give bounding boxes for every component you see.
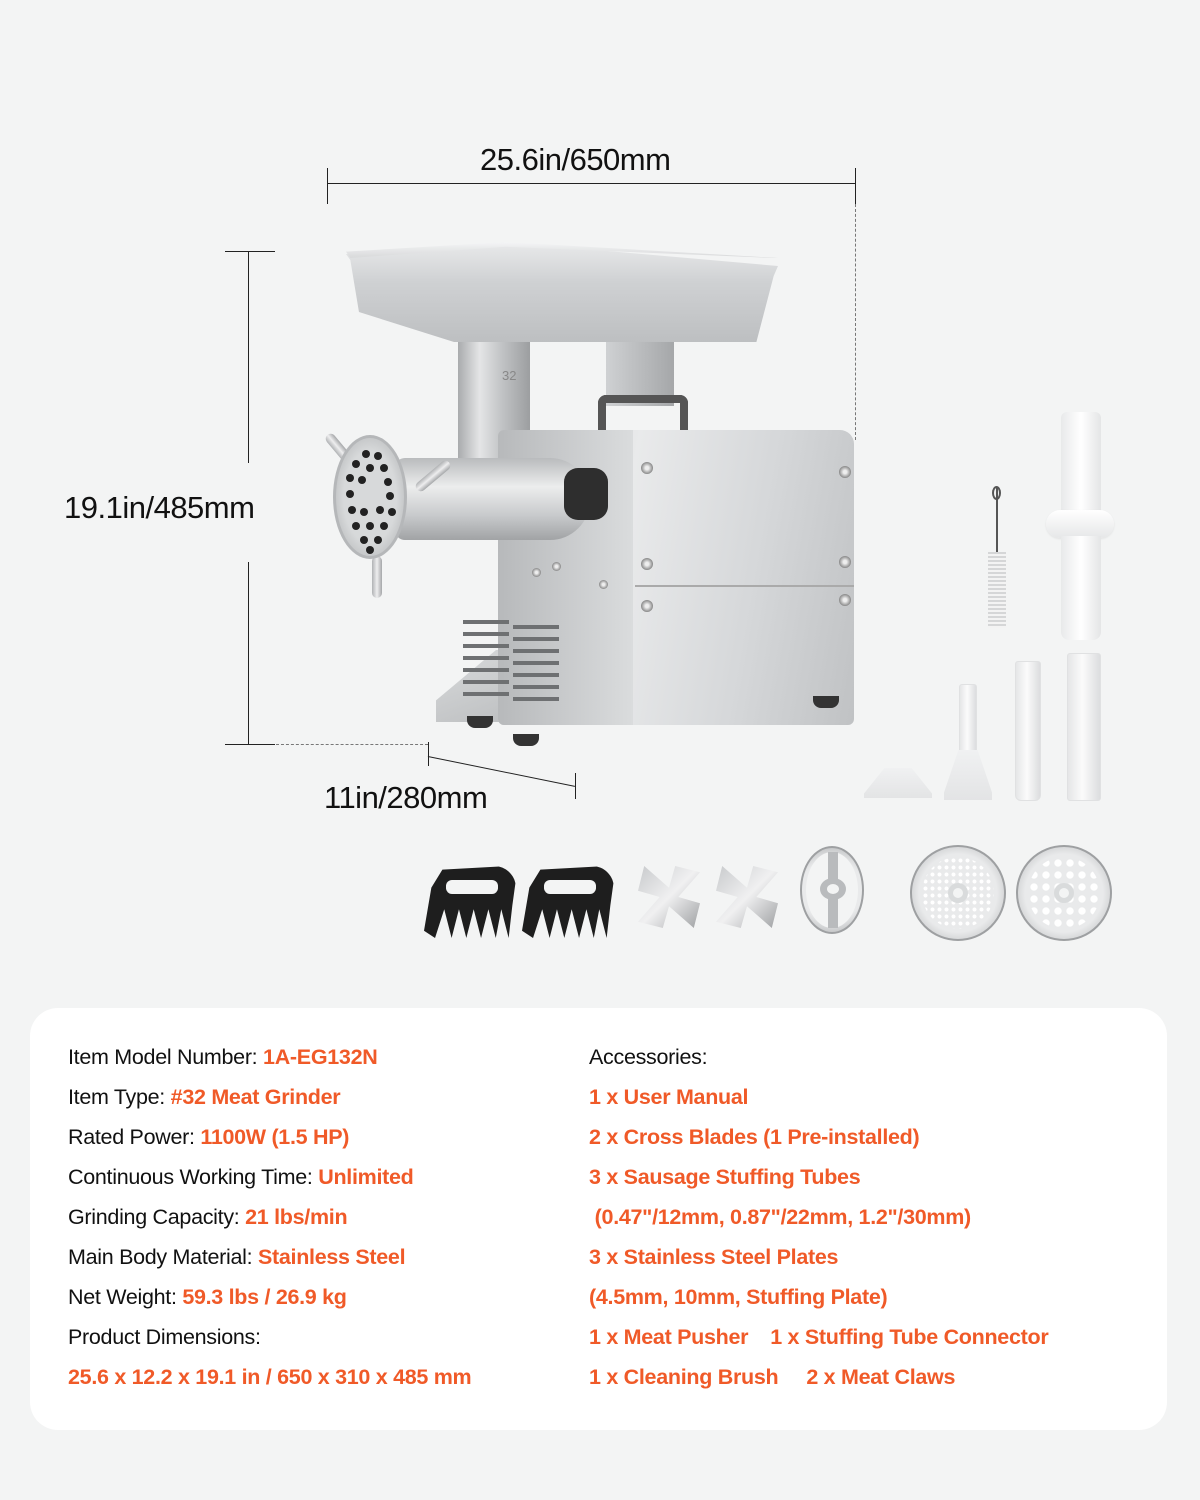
depth-tick-right [575, 773, 576, 799]
meat-claw-icon [522, 866, 614, 938]
spec-dimensions-value: 25.6 x 12.2 x 19.1 in / 650 x 310 x 485 mm [68, 1365, 472, 1389]
cross-blade-icon [638, 866, 700, 928]
depth-tick-left [428, 742, 429, 766]
screw [552, 562, 561, 571]
spec-model-number: Item Model Number: 1A-EG132N [68, 1045, 378, 1069]
spec-working-time: Continuous Working Time: Unlimited [68, 1165, 414, 1189]
height-line-bottom [248, 562, 249, 744]
accessory-item-detail: (0.47"/12mm, 0.87"/22mm, 1.2"/30mm) [589, 1205, 971, 1229]
meat-claw-grip [544, 880, 596, 894]
cross-blade-icon [716, 866, 778, 928]
screw [839, 594, 851, 606]
screw [532, 568, 541, 577]
carry-handle [598, 395, 688, 435]
accessory-pair-row: 1 x Cleaning Brush 2 x Meat Claws [589, 1365, 956, 1389]
height-tick-top [225, 251, 275, 252]
meat-tray [346, 242, 778, 342]
meat-claw-icon [424, 866, 516, 938]
locking-knob [564, 468, 608, 520]
spec-material: Main Body Material: Stainless Steel [68, 1245, 406, 1269]
meat-pusher-ring [1046, 510, 1114, 538]
stuffing-tube-small-base [944, 750, 992, 800]
accessory-item: 1 x User Manual [589, 1085, 749, 1109]
model-marking: 32 [502, 368, 517, 383]
accessories-list [589, 1037, 1048, 1397]
spec-list [68, 1037, 471, 1397]
meat-pusher-lower [1061, 536, 1101, 640]
accessory-item-detail: (4.5mm, 10mm, Stuffing Plate) [589, 1285, 888, 1309]
width-guide-dashed [855, 204, 856, 440]
plate-4.5mm-icon [910, 845, 1006, 941]
screw [641, 600, 653, 612]
height-label: 19.1in/485mm [64, 490, 255, 525]
spec-capacity: Grinding Capacity: 21 lbs/min [68, 1205, 348, 1229]
cleaning-brush-bristles [988, 552, 1006, 628]
grinder-barrel [395, 458, 590, 540]
accessory-item: 3 x Stainless Steel Plates [589, 1245, 839, 1269]
screw [839, 556, 851, 568]
stuffing-tube-small-icon [959, 684, 977, 754]
height-line-top [248, 251, 249, 463]
width-tick-left [327, 168, 328, 204]
housing-seam [635, 585, 854, 587]
spec-dimensions-label: Product Dimensions: [68, 1325, 261, 1349]
stuffing-plate-icon [800, 846, 864, 934]
stuffing-tube-large-icon [1067, 653, 1101, 801]
accessories-heading: Accessories: [589, 1045, 708, 1069]
ring-wing [372, 556, 382, 598]
stuffing-tube-medium-icon [1015, 661, 1041, 801]
plate-10mm-icon [1016, 845, 1112, 941]
rubber-foot [513, 734, 539, 746]
stuffing-tube-connector-icon [864, 768, 932, 798]
screw [641, 462, 653, 474]
meat-claw-grip [446, 880, 498, 894]
screw [839, 466, 851, 478]
width-label: 25.6in/650mm [480, 142, 671, 177]
meat-pusher-icon [1061, 412, 1101, 522]
accessory-item: 3 x Sausage Stuffing Tubes [589, 1165, 861, 1189]
screw [641, 558, 653, 570]
width-line [328, 183, 856, 184]
rubber-foot [467, 716, 493, 728]
rubber-foot [813, 696, 839, 708]
accessory-pair-row: 1 x Meat Pusher 1 x Stuffing Tube Connector [589, 1325, 1049, 1349]
spec-net-weight: Net Weight: 59.3 lbs / 26.9 kg [68, 1285, 347, 1309]
screw [599, 580, 608, 589]
grinding-plate [333, 435, 407, 559]
depth-label: 11in/280mm [324, 780, 488, 815]
spec-item-type: Item Type: #32 Meat Grinder [68, 1085, 341, 1109]
height-guide-dashed [276, 744, 428, 745]
width-tick-right [855, 168, 856, 204]
spec-rated-power: Rated Power: 1100W (1.5 HP) [68, 1125, 350, 1149]
accessory-item: 2 x Cross Blades (1 Pre-installed) [589, 1125, 920, 1149]
height-tick-bottom [225, 744, 275, 745]
